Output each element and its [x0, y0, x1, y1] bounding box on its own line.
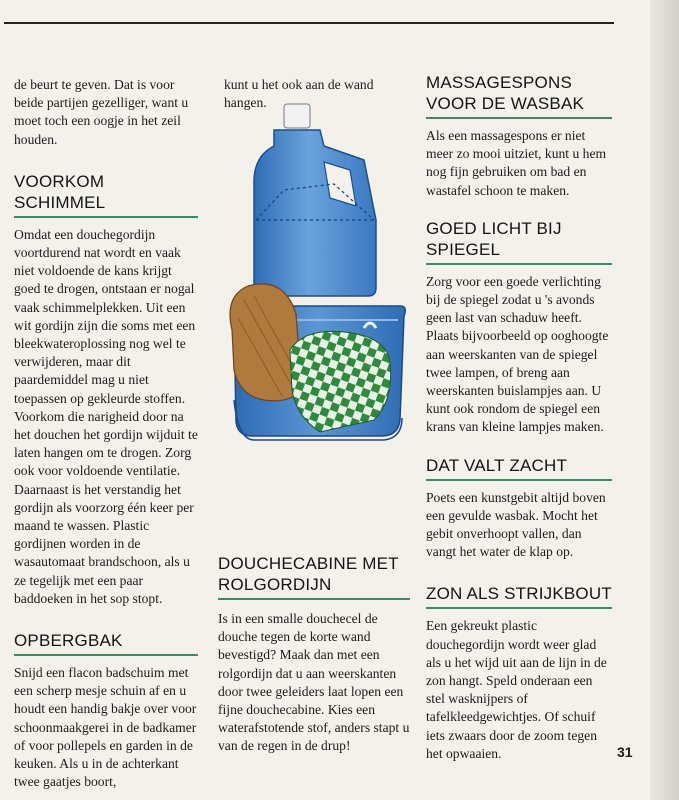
illustration-bottle-and-tray — [204, 100, 414, 520]
body-douchecabine: Is in een smalle douchecel de douche tegen de korte wand bevestigd? Maak dan met een rolgordijn dat u aan weerskanten door twee geleiders laat lopen een fijne douchecabine. Kies een waterafstotende stof, anders stapt u van de regen in de drup! — [218, 611, 410, 754]
top-rule — [4, 22, 614, 24]
column-2-bottom — [218, 553, 410, 756]
body-voorkom-schimmel: Omdat een douchegordijn voortdurend nat wordt en vaak niet voldoende de kans krijgt goed te drogen, ontstaan er nogal vaak schimmelplekken. Uit een wit gordijn zijn die soms met een bleekwateroplossing nog wel te verwijderen, maar dit paardemiddel mag u niet toepassen op gekleurde stoffen. Voorkom die narigheid door na het douchen het gordijn wijduit te laten hangen om te drogen. Zorg ook voor voldoende ventilatie. Daarnaast is het verstandig het gordijn als voorzorg één keer per maand te wassen. Plastic gordijnen worden in de wasautomaat brandschoon, als u ze tegelijk met een paar baddoeken in het sop stopt. — [14, 226, 198, 606]
column-3 — [426, 72, 612, 763]
heading-zon-als-strijkbout: ZON ALS STRIJKBOUT — [426, 583, 612, 609]
col2-intro-text: kunt u het ook aan de wand hangen. — [224, 77, 374, 111]
page-number: 31 — [617, 744, 633, 760]
checkered-towel-icon — [290, 331, 391, 432]
heading-massagespons: MASSAGESPONS VOOR DE WASBAK — [426, 72, 612, 119]
page-edge-shadow — [650, 0, 679, 800]
heading-voorkom-schimmel: VOORKOM SCHIMMEL — [14, 171, 198, 218]
body-massagespons: Als een massagespons er niet meer zo mooi uitziet, kunt u hem nog fijn gebruiken om bad en wastafel schoon te maken. — [426, 128, 607, 198]
heading-opbergbak: OPBERGBAK — [14, 630, 198, 656]
column-1 — [14, 76, 198, 792]
body-zon-als-strijkbout: Een gekreukt plastic douchegordijn wordt weer glad als u het wijd uit aan de lijn in de zon hangt. Speld onderaan een stel wasknijpers of tafelkleedgewichtjes. Of schuif iets zwaars door de zoom tegen het opwaaien. — [426, 618, 607, 761]
heading-dat-valt-zacht: DAT VALT ZACHT — [426, 455, 612, 481]
tray-icon — [230, 284, 405, 440]
col1-intro-text: de beurt te geven. Dat is voor beide partijen gezelliger, want u moet toch een oogje in het zeil houden. — [14, 77, 189, 147]
body-goed-licht: Zorg voor een goede verlichting bij de spiegel zodat u 's avonds geen last van schaduw heeft. Plaats bijvoorbeeld op ooghoogte aan weerskanten van de spiegel twee lampen, of breng aan weerskanten buislampjes aan. U kunt ook rondom de spiegel een krans van kleine lampjes maken. — [426, 273, 609, 435]
body-dat-valt-zacht: Poets een kunstgebit altijd boven een gevulde wasbak. Mocht het gebit onverhoopt vallen, dan vangt het water de klap op. — [426, 489, 606, 560]
heading-goed-licht: GOED LICHT BIJ SPIEGEL — [426, 218, 612, 265]
body-opbergbak: Snijd een flacon badschuim met een scherp mesje schuin af en u houdt een handig bakje over voor schoonmaakgerei in de badkamer of voor pollepels en garden in de keuken. Als u in de achterkant twee gaatjes boort, — [14, 665, 197, 790]
bottle-icon — [254, 104, 376, 296]
heading-douchecabine: DOUCHECABINE MET ROLGORDIJN — [218, 553, 410, 600]
